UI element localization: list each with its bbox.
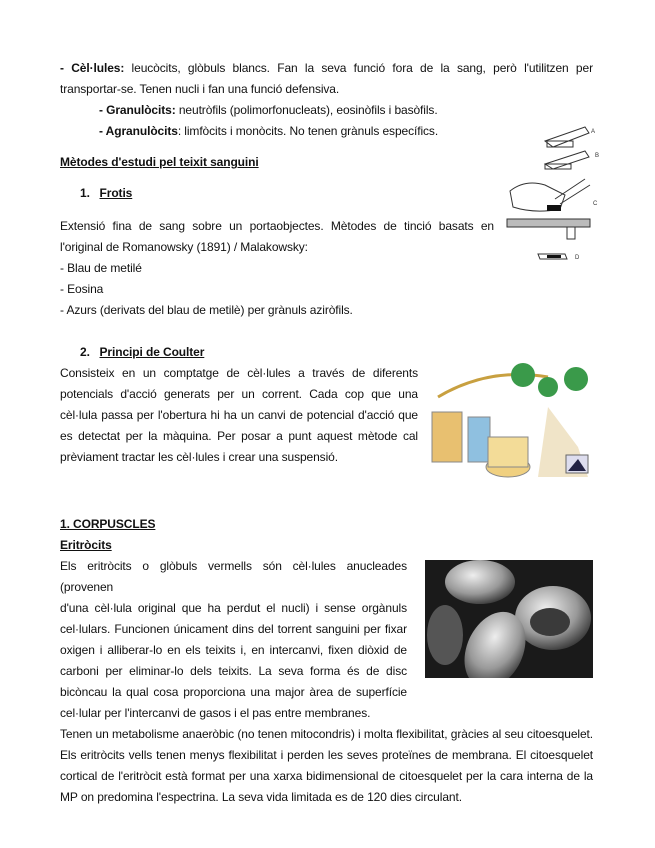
coulter-number: 2. <box>80 345 90 359</box>
coulter-line: Consisteix en un comptatge de cèl·lules a través de diferents <box>60 366 418 380</box>
eritrocits-line: Tenen un metabolisme anaeròbic (no tenen mitocondris) i molta flexibilitat, gràcies al seu citoesquelet. <box>60 727 593 741</box>
eritrocits-line: cortical de l'eritròcit està format per una xarxa bidimensional de citoesquelet per la cara interna de la <box>60 769 593 783</box>
eritrocits-heading: Eritròcits <box>60 538 112 552</box>
granulocits-line <box>60 100 593 121</box>
agranulocits-text: : limfòcits i monòcits. No tenen grànuls específics. <box>177 124 439 138</box>
eritrocits-line: carboni per eliminar-lo dels teixits. La seva forma és de disc <box>60 664 407 678</box>
frotis-line: - Azurs (derivats del blau de metilè) per grànuls aziròfils. <box>60 303 353 317</box>
eritrocits-line: d'una cèl·lula original que ha perdut el nucli) i sense orgànuls <box>60 601 407 615</box>
eritrocits-text-narrow <box>60 556 407 703</box>
smear-technique-illustration <box>505 119 605 264</box>
eritrocits-text-wide <box>60 703 593 808</box>
coulter-title: Principi de Coulter <box>99 345 205 359</box>
eritrocits-line: bicòncau la qual cosa proporciona una major àrea de superfície <box>60 685 407 699</box>
figure-label-c: C <box>593 201 598 207</box>
corpuscles-heading: 1. CORPUSCLES <box>60 517 156 531</box>
eritrocits-line: MP on predomina l'espectrina. La seva vida limitada es de 120 dies circulant. <box>60 790 462 804</box>
cells-section <box>60 58 593 121</box>
eritrocits-line: oxigen i alliberar-lo en els teixits i, en intercanvi, fixen diòxid de <box>60 643 407 657</box>
coulter-line: potencials d'acció generats per un corrent. Cada cop que una <box>60 387 418 401</box>
eritrocits-line: cel·lular per l'intercanvi de gasos i el pas entre membranes. <box>60 706 371 720</box>
cells-line-1 <box>60 58 593 79</box>
eritrocits-line: Els eritròcits o glòbuls vermells són cèl·lules anucleades (provenen <box>60 559 407 594</box>
frotis-line: l'original de Romanowsky (1891) / Malakowsky: <box>60 240 308 254</box>
frotis-text <box>60 121 494 321</box>
cells-text: leucòcits, glòbuls blancs. Fan la seva funció fora de la sang, però l'utilitzen per <box>124 61 593 75</box>
coulter-text <box>60 363 418 493</box>
eritrocits-line: cel·lulars. Funcionen únicament dins del torrent sanguini per fixar <box>60 622 407 636</box>
frotis-line: - Eosina <box>60 282 104 296</box>
corpuscles-section <box>60 514 655 808</box>
eritrocits-line: Els eritròcits vells tenen menys flexibilitat i perden les seves proteïnes de membrana. El citoesquelet <box>60 748 593 762</box>
frotis-title: Frotis <box>99 186 133 200</box>
frotis-heading <box>60 183 494 204</box>
figure-label-b: B <box>595 153 599 159</box>
cells-term: - Cèl·lules: <box>60 61 125 75</box>
coulter-counter-diagram <box>428 357 593 492</box>
granulocits-text: neutròfils (polimorfonucleats), eosinòfils i basòfils. <box>175 103 438 117</box>
coulter-section <box>60 342 655 493</box>
cells-line-2: transportar-se. Tenen nucli i fan una funció defensiva. <box>60 82 340 96</box>
frotis-section <box>60 121 655 321</box>
coulter-line: cèl·lula passa per l'obertura hi ha un canvi de potencial d'acció que <box>60 408 418 422</box>
granulocits-term: - Granulòcits: <box>99 103 176 117</box>
figure-label-a: A <box>591 129 595 135</box>
erythrocytes-micrograph <box>425 560 593 678</box>
frotis-number: 1. <box>80 186 90 200</box>
frotis-line: - Blau de metilé <box>60 261 142 275</box>
agranulocits-term: - Agranulòcits <box>99 124 178 138</box>
methods-heading: Mètodes d'estudi pel teixit sanguini <box>60 155 259 169</box>
coulter-line: es detectat per la màquina. Per posar a punt aquest mètode cal <box>60 429 418 443</box>
figure-label-d: D <box>575 255 580 261</box>
agranulocits-line <box>60 121 494 142</box>
frotis-line: Extensió fina de sang sobre un portaobjectes. Mètodes de tinció basats en <box>60 219 494 233</box>
coulter-line: prèviament tractar les cèl·lules i crear una suspensió. <box>60 450 338 464</box>
